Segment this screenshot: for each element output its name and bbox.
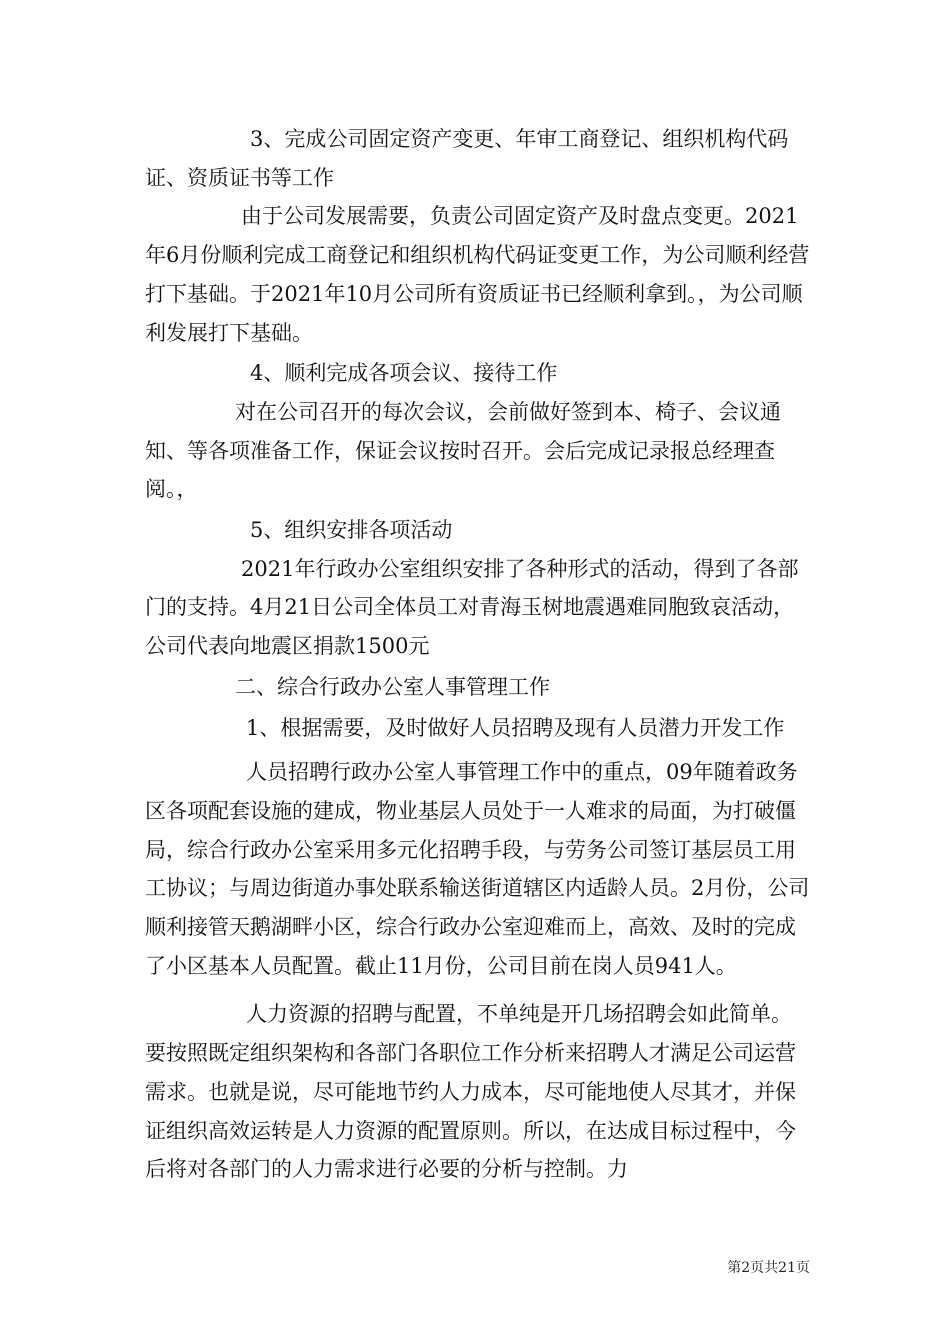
section-heading-recruitment: 1、根据需要，及时做好人员招聘及现有人员潜力开发工作 bbox=[246, 715, 785, 740]
paragraph-meetings: 对在公司召开的每次会议，会前做好签到本、椅子、会议通知、等各项准备工作，保证会议按时召开。会后完成记录报总经理查阅。， bbox=[145, 399, 781, 502]
paragraph-activities: 2021年行政办公室组织安排了各种形式的活动，得到了各部门的支持。4月21日公司全体员工对青海玉树地震遇难同胞致哀活动，公司代表向地震区捐款1500元 bbox=[145, 556, 799, 659]
page-number-footer: 第2页共21页 bbox=[727, 1260, 810, 1276]
section-heading-3: 3、完成公司固定资产变更、年审工商登记、组织机构代码证、资质证书等工作 bbox=[145, 127, 789, 190]
document-body bbox=[145, 120, 810, 1189]
section-heading-hr: 二、综合行政办公室人事管理工作 bbox=[235, 674, 550, 699]
paragraph-asset-registration: 由于公司发展需要，负责公司固定资产及时盘点变更。2021年6月份顺利完成工商登记和组织机构代码证变更工作，为公司顺利经营打下基础。于2021年10月公司所有资质证书已经顺利拿到。，为公司顺利发展打下基础。 bbox=[145, 204, 810, 345]
paragraph-recruitment: 人员招聘行政办公室人事管理工作中的重点，09年随着政务区各项配套设施的建成，物业基层人员处于一人难求的局面，为打破僵局，综合行政办公室采用多元化招聘手段，与劳务公司签订基层员工用工协议；与周边街道办事处联系输送街道辖区内适龄人员。2月份，公司顺利接管天鹅湖畔小区，综合行政办公室迎难而上，高效、及时的完成了小区基本人员配置。截止11月份，公司目前在岗人员941人。 bbox=[145, 760, 810, 978]
section-heading-4: 4、顺利完成各项会议、接待工作 bbox=[250, 361, 558, 386]
paragraph-hr-allocation: 人力资源的招聘与配置，不单纯是开几场招聘会如此简单。要按照既定组织架构和各部门各职位工作分析来招聘人才满足公司运营需求。也就是说，尽可能地节约人力成本，尽可能地使人尽其才，并保证组织高效运转是人力资源的配置原则。所以，在达成目标过程中，今后将对各部门的人力需求进行必要的分析与控制。力 bbox=[145, 1002, 796, 1182]
section-heading-5: 5、组织安排各项活动 bbox=[250, 518, 453, 543]
